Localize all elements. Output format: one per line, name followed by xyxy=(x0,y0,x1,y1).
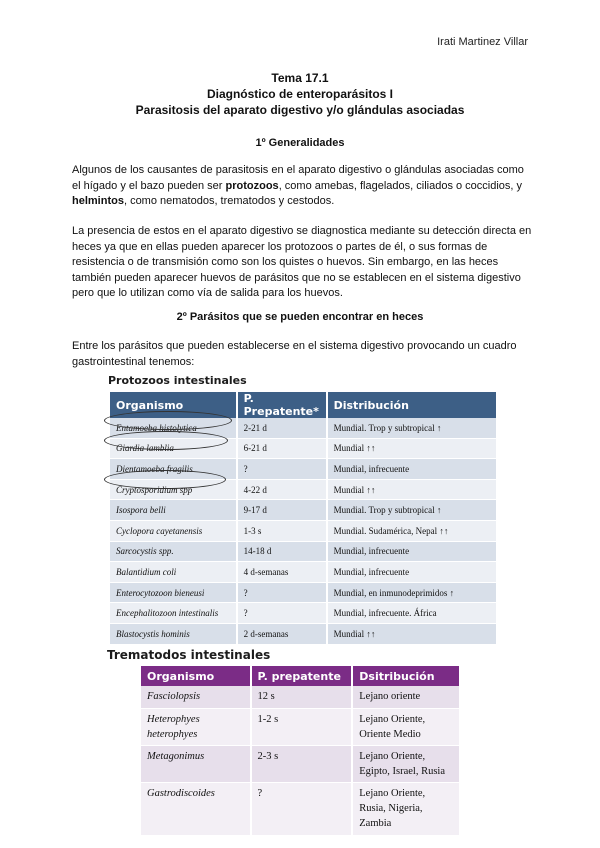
paragraph-intro: Entre los parásitos que pueden establecerse en el sistema digestivo provocando un cuadro gastrointestinal tenemos: xyxy=(72,340,517,368)
column-header-organismo: Organismo xyxy=(141,666,251,686)
column-header-prepatente: P. Prepatente* xyxy=(237,392,327,418)
table-row xyxy=(110,418,497,438)
cell-distribucion: Mundial. Trop y subtropical ↑ xyxy=(327,500,497,521)
table-row xyxy=(141,746,460,783)
column-header-prepatente: P. prepatente xyxy=(251,666,353,686)
cell-organismo: Sarcocystis spp. xyxy=(110,541,237,562)
text-run: Algunos de los causantes de parasitosis en el aparato digestivo o glándulas asociadas como el hígado y el bazo pueden ser xyxy=(72,164,524,192)
cell-distribucion: Mundial ↑↑ xyxy=(327,623,497,644)
cell-organismo: Gastrodiscoides xyxy=(141,783,251,836)
cell-prepatente: 9-17 d xyxy=(237,500,327,521)
cell-organismo: Metagonimus xyxy=(141,746,251,783)
cell-organismo: Entamoeba histolytica xyxy=(110,418,237,438)
cell-prepatente: 2-3 s xyxy=(251,746,353,783)
cell-distribucion: Mundial, infrecuente. África xyxy=(327,603,497,624)
cell-prepatente: 12 s xyxy=(251,686,353,709)
cell-prepatente: 4 d-semanas xyxy=(237,562,327,583)
paragraph-causantes xyxy=(72,163,532,210)
cell-prepatente: ? xyxy=(237,459,327,480)
table-row xyxy=(110,623,497,644)
cell-distribucion: Lejano oriente xyxy=(352,686,460,709)
bold-term-helmintos: helmintos xyxy=(72,195,124,208)
cell-distribucion: Mundial ↑↑ xyxy=(327,438,497,459)
topic-number: Tema 17.1 xyxy=(271,71,329,85)
column-header-distribucion: Dsitribución xyxy=(352,666,460,686)
cell-organismo: Isospora belli xyxy=(110,500,237,521)
trematode-table-caption: Trematodos intestinales xyxy=(107,648,271,662)
cell-prepatente: 6-21 d xyxy=(237,438,327,459)
cell-organismo: Blastocystis hominis xyxy=(110,623,237,644)
cell-distribucion: Mundial ↑↑ xyxy=(327,479,497,500)
topic-title: Diagnóstico de enteroparásitos I xyxy=(206,87,394,101)
cell-prepatente: ? xyxy=(237,603,327,624)
section-heading-parasitos: 2º Parásitos que se pueden encontrar en heces xyxy=(176,311,424,323)
cell-prepatente: 1-2 s xyxy=(251,709,353,746)
table-row xyxy=(110,459,497,480)
cell-distribucion: Mundial, infrecuente xyxy=(327,541,497,562)
table-row xyxy=(110,603,497,624)
protozoa-table-caption: Protozoos intestinales xyxy=(108,374,247,387)
cell-organismo: Fasciolopsis xyxy=(141,686,251,709)
cell-prepatente: 1-3 s xyxy=(237,520,327,541)
table-row xyxy=(110,582,497,603)
cell-prepatente: 4-22 d xyxy=(237,479,327,500)
author-name: Irati Martinez Villar xyxy=(437,36,528,48)
text-run: , como nematodos, trematodos y cestodos. xyxy=(123,195,335,208)
table-row xyxy=(110,500,497,521)
section-heading-generalidades: 1º Generalidades xyxy=(255,137,345,149)
text-run: , como amebas, flagelados, ciliados o coccidios, y xyxy=(278,179,523,192)
cell-organismo: Encephalitozoon intestinalis xyxy=(110,603,237,624)
protozoa-table xyxy=(110,392,498,645)
trematode-table xyxy=(141,666,461,836)
cell-distribucion: Mundial. Sudamérica, Nepal ↑↑ xyxy=(327,520,497,541)
topic-subtitle: Parasitosis del aparato digestivo y/o glándulas asociadas xyxy=(135,103,465,117)
table-row xyxy=(110,562,497,583)
cell-organismo: Cyclopora cayetanensis xyxy=(110,520,237,541)
cell-distribucion: Mundial. Trop y subtropical ↑ xyxy=(327,418,497,438)
cell-organismo: Balantidium coli xyxy=(110,562,237,583)
column-header-organismo: Organismo xyxy=(110,392,237,418)
cell-organismo: Heterophyes heterophyes xyxy=(141,709,251,746)
cell-distribucion: Mundial, en inmunodeprimidos ↑ xyxy=(327,582,497,603)
cell-organismo: Cryptosporidium spp xyxy=(110,479,237,500)
cell-distribucion: Mundial, infrecuente xyxy=(327,562,497,583)
table-row xyxy=(141,686,460,709)
table-row xyxy=(110,520,497,541)
table-header-row xyxy=(141,666,460,686)
cell-organismo: Giardia lamblia xyxy=(110,438,237,459)
cell-distribucion: Lejano Oriente, Oriente Medio xyxy=(352,709,460,746)
cell-distribucion: Mundial, infrecuente xyxy=(327,459,497,480)
table-row xyxy=(110,541,497,562)
column-header-distribucion: Distribución xyxy=(327,392,497,418)
cell-prepatente: 2 d-semanas xyxy=(237,623,327,644)
cell-organismo: Enterocytozoon bieneusi xyxy=(110,582,237,603)
cell-distribucion: Lejano Oriente, Rusia, Nigeria, Zambia xyxy=(352,783,460,836)
cell-prepatente: 2-21 d xyxy=(237,418,327,438)
table-row xyxy=(141,783,460,836)
bold-term-protozoos: protozoos xyxy=(225,179,279,192)
cell-prepatente: 14-18 d xyxy=(237,541,327,562)
cell-distribucion: Lejano Oriente, Egipto, Israel, Rusia xyxy=(352,746,460,783)
cell-prepatente: ? xyxy=(251,783,353,836)
paragraph-diagnostico: La presencia de estos en el aparato digestivo se diagnostica mediante su detección directa en heces ya que en ellas pueden aparecer los protozoos o partes de él, o sus formas de resistencia o de transmisión como son los quistes o huevos. Sin embargo, en las heces también pueden aparecer huevos de parásitos que no se establecen en el sistema digestivo pero que lo utilizan como vía de salida para los huevos. xyxy=(72,225,532,300)
table-header-row xyxy=(110,392,497,418)
cell-prepatente: ? xyxy=(237,582,327,603)
table-row xyxy=(110,438,497,459)
table-row xyxy=(110,479,497,500)
cell-organismo: Dientamoeba fragilis xyxy=(110,459,237,480)
table-row xyxy=(141,709,460,746)
